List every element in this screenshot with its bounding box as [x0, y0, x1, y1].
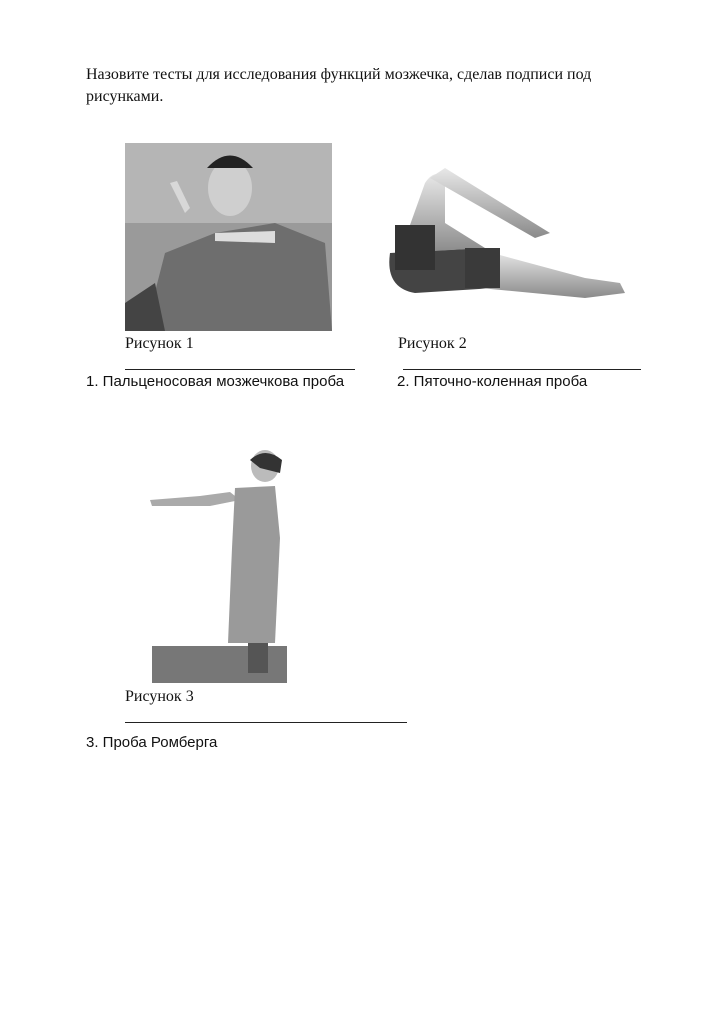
figure-1-answer-line — [125, 369, 355, 370]
figure-2-caption: Рисунок 2 — [398, 335, 467, 352]
figure-2-answer-line — [403, 369, 641, 370]
figure-3-answer[interactable]: 3. Проба Ромберга — [86, 734, 218, 751]
figure-3-answer-line — [125, 722, 407, 723]
figure-1-answer[interactable]: 1. Пальценосовая мозжечкова проба — [86, 373, 345, 390]
figure-1-caption: Рисунок 1 — [125, 335, 194, 352]
figure-2-answer[interactable]: 2. Пяточно-коленная проба — [397, 373, 588, 390]
task-text: Назовите тесты для исследования функций мозжечка, сделав подписи под рисунками. — [86, 66, 592, 105]
figure-3-caption: Рисунок 3 — [125, 688, 194, 705]
figure-3-image — [150, 448, 290, 685]
figure-1-image — [125, 143, 332, 331]
figure-2-image — [385, 163, 630, 328]
